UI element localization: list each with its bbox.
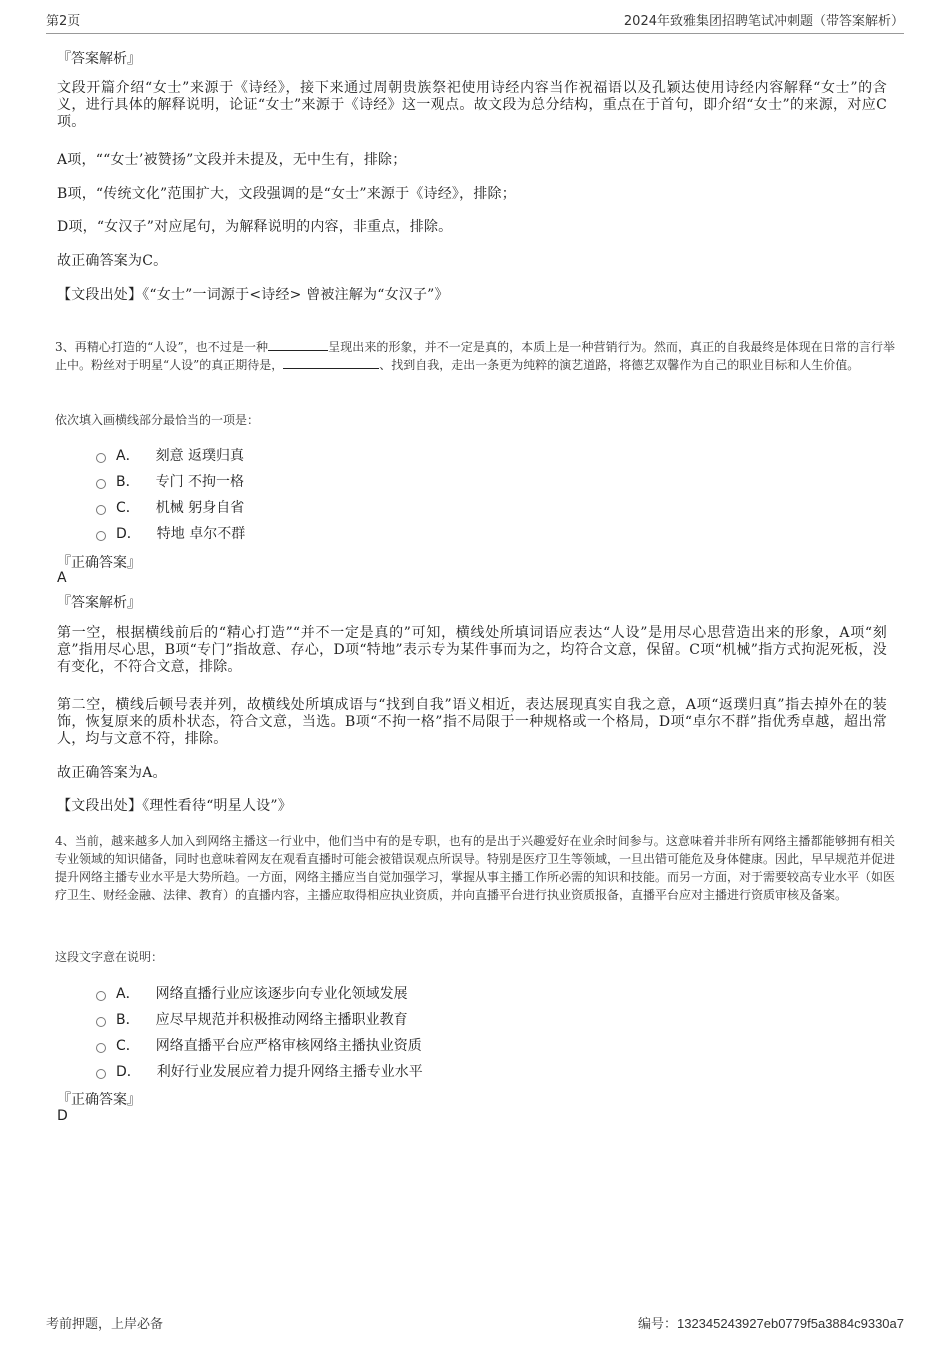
q3-analysis-para-1: 第一空，根据横线前后的“精心打造”“并不一定是真的”可知，横线处所填词语应表达“人设”是用尽心思营造出来的形象，A项“刻意”指用尽心思，B项“专门”指故意、存心，D项“特地”表示专为某件事而为之，均符合文意，保留。C项“机械”指方式拘泥死板，没有变化，不符合文意，排除。 <box>57 625 887 675</box>
q4-stem: 4、当前，越来越多人加入到网络主播这一行业中，他们当中有的是专职，也有的是出于兴趣爱好在业余时间参与。这意味着并非所有网络主播都能够拥有相关专业领域的知识储备，同时也意味着网友在观看直播时可能会被错误观点所误导。特别是医疗卫生等领域，一旦出错可能危及身体健康。因此，早早规范并促进提升网络主播专业水平是大势所趋。一方面，网络主播应当自觉加强学习，掌握从事主播工作所必需的知识和技能。而另一方面，对于需要较高专业水平（如医疗卫生、财经金融、法律、教育）的直播内容，主播应取得相应执业资质，并向直播平台进行执业资质报备，直播平台应对主播进行资质审核及备案。 <box>55 834 896 902</box>
q4-answer-label: 『正确答案』 <box>57 1092 141 1108</box>
q4-option-c[interactable]: C． 网络直播平台应严格审核网络主播执业资质 <box>96 1035 422 1055</box>
q4-option-d[interactable]: D． 利好行业发展应着力提升网络主播专业水平 <box>96 1061 423 1081</box>
page-header <box>46 10 904 34</box>
q3-option-a[interactable]: A． 刻意 返璞归真 <box>96 445 244 465</box>
radio-icon[interactable] <box>96 531 106 541</box>
radio-icon[interactable] <box>96 1069 106 1079</box>
radio-icon[interactable] <box>96 991 106 1001</box>
q3-answer: A <box>57 570 67 586</box>
q3-stem: 3、再精心打造的“人设”，也不过是一种 呈现出来的形象，并不一定是真的，本质上是一种营销行为。然而，真正的自我最终是体现在日常的言行举止中。粉丝对于明星“人设”的真正期待是， 、找到自我，走出一条更为纯粹的演艺道路，将德艺双馨作为自己的职业目标和人生价值。 <box>55 340 896 372</box>
page-number: 第2页 <box>46 14 81 29</box>
radio-icon[interactable] <box>96 1017 106 1027</box>
q2-answer-conclusion: 故正确答案为C。 <box>57 253 168 269</box>
q4-option-b[interactable]: B． 应尽早规范并积极推动网络主播职业教育 <box>96 1009 408 1029</box>
q3-blank-1[interactable] <box>268 338 328 351</box>
q3-option-c[interactable]: C． 机械 躬身自省 <box>96 497 244 517</box>
q3-analysis-label: 『答案解析』 <box>57 595 141 611</box>
document-title: 2024年致雅集团招聘笔试冲刺题（带答案解析） <box>623 14 904 29</box>
document-code: 编号：132345243927eb0779f5a3884c9330a7 <box>637 1316 904 1332</box>
q3-analysis-para-2: 第二空，横线后顿号表并列，故横线处所填成语与“找到自我”语义相近，表达展现真实自我之意，A项“返璞归真”指去掉外在的装饰，恢复原来的质朴状态，符合文意，当选。B项“不拘一格”指不局限于一种规格或一个格局，D项“卓尔不群”指优秀卓越，超出常人，均与文意不符，排除。 <box>57 697 887 747</box>
radio-icon[interactable] <box>96 479 106 489</box>
q2-analysis-para-4: D项，“女汉子”对应尾句，为解释说明的内容，非重点，排除。 <box>57 219 453 235</box>
q3-prompt: 依次填入画横线部分最恰当的一项是： <box>55 413 260 427</box>
radio-icon[interactable] <box>96 1043 106 1053</box>
q4-prompt: 这段文字意在说明： <box>55 950 164 964</box>
radio-icon[interactable] <box>96 453 106 463</box>
footer-slogan: 考前押题，上岸必备 <box>46 1317 164 1332</box>
page-footer <box>46 1313 904 1332</box>
radio-icon[interactable] <box>96 505 106 515</box>
q3-source: 【文段出处】《理性看待“明星人设”》 <box>57 798 292 814</box>
q2-source: 【文段出处】《“女士”一词源于<诗经> 曾被注解为“女汉子”》 <box>57 287 449 303</box>
q3-answer-conclusion: 故正确答案为A。 <box>57 765 167 781</box>
q3-option-d[interactable]: D． 特地 卓尔不群 <box>96 523 245 543</box>
q3-option-b[interactable]: B． 专门 不拘一格 <box>96 471 244 491</box>
q3-blank-2[interactable] <box>283 356 379 369</box>
q2-analysis-para-3: B项，“传统文化”范围扩大，文段强调的是“女士”来源于《诗经》，排除； <box>57 186 516 202</box>
q2-analysis-label: 『答案解析』 <box>57 51 141 67</box>
q4-answer: D <box>57 1108 68 1124</box>
q3-answer-label: 『正确答案』 <box>57 555 141 571</box>
q2-analysis-para-2: A项，““女士’被赞扬”文段并未提及，无中生有，排除； <box>57 152 407 168</box>
q4-option-a[interactable]: A． 网络直播行业应该逐步向专业化领域发展 <box>96 983 408 1003</box>
q2-analysis-para-1: 文段开篇介绍“女士”来源于《诗经》，接下来通过周朝贵族祭祀使用诗经内容当作祝福语以及孔颖达使用诗经内容解释“女士”的含义，进行具体的解释说明，论证“女士”来源于《诗经》这一观点。故文段为总分结构，重点在于首句，即介绍“女士”的来源，对应C项。 <box>57 80 887 130</box>
